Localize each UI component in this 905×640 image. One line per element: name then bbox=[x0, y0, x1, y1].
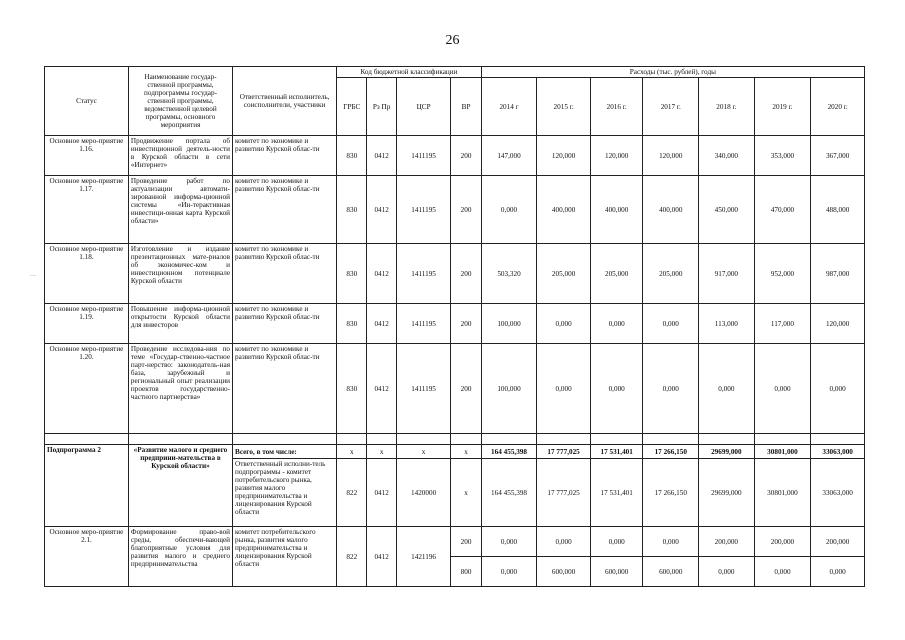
row-status: Основное меро-приятие 1.18. bbox=[45, 244, 129, 304]
row-2016: 0,000 bbox=[590, 344, 643, 434]
row-status: Основное меро-приятие 1.17. bbox=[45, 176, 129, 244]
table-row-measure-1-16 bbox=[45, 136, 865, 176]
row-executor: комитет по экономике и развитию Курской облас-ти bbox=[233, 136, 337, 176]
row-2016: 17 531,401 bbox=[590, 459, 643, 527]
row-csr: 1411195 bbox=[396, 136, 451, 176]
header-status: Статус bbox=[45, 67, 129, 136]
row-csr: 1411195 bbox=[396, 176, 451, 244]
row-2014: 164 455,398 bbox=[481, 459, 537, 527]
row-vr: 200 bbox=[451, 304, 481, 344]
row-2014: 0,000 bbox=[481, 176, 537, 244]
row-csr: 1411195 bbox=[396, 244, 451, 304]
row-2017: 17 266,150 bbox=[643, 459, 699, 527]
row-name: Проведение исследова-ния по теме «Государ-ственно-частное парт-нерство: законодатель-ная база, зарубежный и региональный опыт реализации проектов государственно-частного партнерства» bbox=[128, 344, 232, 434]
row-2018: 340,000 bbox=[699, 136, 755, 176]
row-2019: 353,000 bbox=[754, 136, 811, 176]
row-2015: 17 777,025 bbox=[537, 445, 591, 459]
row-2019: 200,000 bbox=[754, 527, 811, 557]
row-executor: комитет по экономике и развитию Курской облас-ти bbox=[233, 344, 337, 434]
subprogram-total-label: Всего, в том числе: bbox=[233, 445, 337, 459]
row-2016: 400,000 bbox=[590, 176, 643, 244]
row-grbs: 830 bbox=[337, 344, 367, 434]
row-2017: 205,000 bbox=[643, 244, 699, 304]
row-2017: 400,000 bbox=[643, 176, 699, 244]
row-name: Продвижение портала об инвестиционной деятель-ности в Курской области в сети «Интернет» bbox=[128, 136, 232, 176]
row-2020: 0,000 bbox=[811, 344, 865, 434]
header-name: Наименование государ-ственной программы, подпрограммы государ-ственной программы, ведомственной целевой программы, основного мероприятия bbox=[128, 67, 232, 136]
row-2018: 29699,000 bbox=[699, 459, 755, 527]
margin-mark: … bbox=[30, 272, 36, 278]
row-csr: 1411195 bbox=[396, 344, 451, 434]
row-2014: 147,000 bbox=[481, 136, 537, 176]
row-2017: 0,000 bbox=[643, 304, 699, 344]
header-rzpr: Рз Пр bbox=[367, 78, 396, 136]
row-status: Основное меро-приятие 2.1. bbox=[45, 527, 129, 587]
row-status: Основное меро-приятие 1.19. bbox=[45, 304, 129, 344]
row-executor: комитет по экономике и развитию Курской облас-ти bbox=[233, 304, 337, 344]
row-2017: 17 266,150 bbox=[643, 445, 699, 459]
row-rzpr: 0412 bbox=[367, 244, 396, 304]
row-2016: 600,000 bbox=[590, 557, 643, 587]
row-csr: х bbox=[396, 445, 451, 459]
row-2014: 0,000 bbox=[481, 527, 537, 557]
row-2014: 100,000 bbox=[481, 344, 537, 434]
row-executor: комитет по экономике и развитию Курской облас-ти bbox=[233, 244, 337, 304]
row-2020: 120,000 bbox=[811, 304, 865, 344]
row-name: Изготовление и издание презентационных мате-риалов об экономичес-ком и инвестиционном потенциале Курской области bbox=[128, 244, 232, 304]
row-vr: 200 bbox=[451, 136, 481, 176]
spacer-row bbox=[45, 434, 865, 445]
header-executor: Ответственный исполнитель, соисполнители, участники bbox=[233, 67, 337, 136]
row-csr: 1420000 bbox=[396, 459, 451, 527]
row-2014: 503,320 bbox=[481, 244, 537, 304]
header-year-2017: 2017 г. bbox=[643, 78, 699, 136]
row-vr: х bbox=[451, 445, 481, 459]
row-2020: 367,000 bbox=[811, 136, 865, 176]
row-2020: 33063,000 bbox=[811, 445, 865, 459]
row-status: Основное меро-приятие 1.20. bbox=[45, 344, 129, 434]
row-grbs: 830 bbox=[337, 244, 367, 304]
row-csr: 1411195 bbox=[396, 304, 451, 344]
row-2017: 120,000 bbox=[643, 136, 699, 176]
row-2020: 0,000 bbox=[811, 557, 865, 587]
row-2018: 917,000 bbox=[699, 244, 755, 304]
row-2015: 400,000 bbox=[537, 176, 591, 244]
row-name: Проведение работ по актуализации автомати-зированной информа-ционной системы «Ин-терактивная инвестици-онная карта Курской области» bbox=[128, 176, 232, 244]
row-2015: 600,000 bbox=[537, 557, 591, 587]
subprogram-name: «Развитие малого и среднего предприни-мательства в Курской области» bbox=[128, 445, 232, 527]
row-executor: комитет потребительского рынка, развития малого предпринимательства и лицензирования Курской области bbox=[233, 527, 337, 587]
header-year-2015: 2015 г. bbox=[537, 78, 591, 136]
row-2014: 164 455,398 bbox=[481, 445, 537, 459]
table-row-measure-1-18 bbox=[45, 244, 865, 304]
row-2020: 200,000 bbox=[811, 527, 865, 557]
row-2020: 987,000 bbox=[811, 244, 865, 304]
row-2019: 0,000 bbox=[754, 344, 811, 434]
row-2019: 117,000 bbox=[754, 304, 811, 344]
row-2019: 30801,000 bbox=[754, 445, 811, 459]
row-2016: 17 531,401 bbox=[590, 445, 643, 459]
header-year-2014: 2014 г bbox=[481, 78, 537, 136]
row-name: Формирование право-вой среды, обеспечи-вающей благоприятные условия для развития малого и среднего предпринимательства bbox=[128, 527, 232, 587]
row-2015: 17 777,025 bbox=[537, 459, 591, 527]
row-vr: 200 bbox=[451, 176, 481, 244]
header-grbs: ГРБС bbox=[337, 78, 367, 136]
row-2015: 120,000 bbox=[537, 136, 591, 176]
table-row-subprogram-total bbox=[45, 445, 865, 459]
table-row-measure-2-1-a bbox=[45, 527, 865, 557]
row-2016: 0,000 bbox=[590, 527, 643, 557]
row-2015: 205,000 bbox=[537, 244, 591, 304]
header-vr: ВР bbox=[451, 78, 481, 136]
row-2015: 0,000 bbox=[537, 344, 591, 434]
row-rzpr: х bbox=[367, 445, 396, 459]
row-2016: 205,000 bbox=[590, 244, 643, 304]
row-grbs: х bbox=[337, 445, 367, 459]
row-grbs: 830 bbox=[337, 304, 367, 344]
subprogram-status: Подпрограмма 2 bbox=[45, 445, 129, 527]
header-year-2020: 2020 г. bbox=[811, 78, 865, 136]
subprogram-responsible-executor: Ответственный исполни-тель подпрограммы - комитет потребительского рынка, развития малого предпринимательства и лицензирования Курской области bbox=[233, 459, 337, 527]
header-csr: ЦСР bbox=[396, 78, 451, 136]
row-rzpr: 0412 bbox=[367, 304, 396, 344]
row-2019: 30801,000 bbox=[754, 459, 811, 527]
budget-table bbox=[44, 66, 865, 587]
header-budget-code-group: Код бюджетной классификации bbox=[337, 67, 482, 78]
row-2016: 120,000 bbox=[590, 136, 643, 176]
row-2018: 200,000 bbox=[699, 527, 755, 557]
row-2015: 0,000 bbox=[537, 527, 591, 557]
row-2018: 0,000 bbox=[699, 344, 755, 434]
row-rzpr: 0412 bbox=[367, 176, 396, 244]
row-vr: 200 bbox=[451, 527, 481, 557]
table-row-measure-1-19 bbox=[45, 304, 865, 344]
table-row-measure-1-17 bbox=[45, 176, 865, 244]
row-2018: 113,000 bbox=[699, 304, 755, 344]
row-2019: 0,000 bbox=[754, 557, 811, 587]
row-2014: 0,000 bbox=[481, 557, 537, 587]
row-2018: 450,000 bbox=[699, 176, 755, 244]
row-rzpr: 0412 bbox=[367, 459, 396, 527]
row-2014: 100,000 bbox=[481, 304, 537, 344]
row-rzpr: 0412 bbox=[367, 527, 396, 587]
row-2019: 952,000 bbox=[754, 244, 811, 304]
row-rzpr: 0412 bbox=[367, 136, 396, 176]
header-year-2018: 2018 г. bbox=[699, 78, 755, 136]
row-executor: комитет по экономике и развитию Курской облас-ти bbox=[233, 176, 337, 244]
row-2017: 0,000 bbox=[643, 344, 699, 434]
row-grbs: 822 bbox=[337, 459, 367, 527]
row-grbs: 822 bbox=[337, 527, 367, 587]
row-2019: 470,000 bbox=[754, 176, 811, 244]
row-csr: 1421196 bbox=[396, 527, 451, 587]
header-year-2016: 2016 г. bbox=[590, 78, 643, 136]
row-grbs: 830 bbox=[337, 176, 367, 244]
row-2017: 600,000 bbox=[643, 557, 699, 587]
header-expenses-group: Расходы (тыс. рублей), годы bbox=[481, 67, 864, 78]
row-2018: 29699,000 bbox=[699, 445, 755, 459]
row-grbs: 830 bbox=[337, 136, 367, 176]
row-2017: 0,000 bbox=[643, 527, 699, 557]
row-2015: 0,000 bbox=[537, 304, 591, 344]
row-2020: 33063,000 bbox=[811, 459, 865, 527]
row-name: Повышение информа-ционной открытости Курской области для инвесторов bbox=[128, 304, 232, 344]
row-vr: 800 bbox=[451, 557, 481, 587]
header-year-2019: 2019 г. bbox=[754, 78, 811, 136]
row-2016: 0,000 bbox=[590, 304, 643, 344]
row-2018: 0,000 bbox=[699, 557, 755, 587]
row-vr: 200 bbox=[451, 344, 481, 434]
row-rzpr: 0412 bbox=[367, 344, 396, 434]
row-2020: 488,000 bbox=[811, 176, 865, 244]
row-status: Основное меро-приятие 1.16. bbox=[45, 136, 129, 176]
row-vr: х bbox=[451, 459, 481, 527]
page-number: 26 bbox=[445, 33, 460, 48]
row-vr: 200 bbox=[451, 244, 481, 304]
table-row-measure-1-20 bbox=[45, 344, 865, 434]
